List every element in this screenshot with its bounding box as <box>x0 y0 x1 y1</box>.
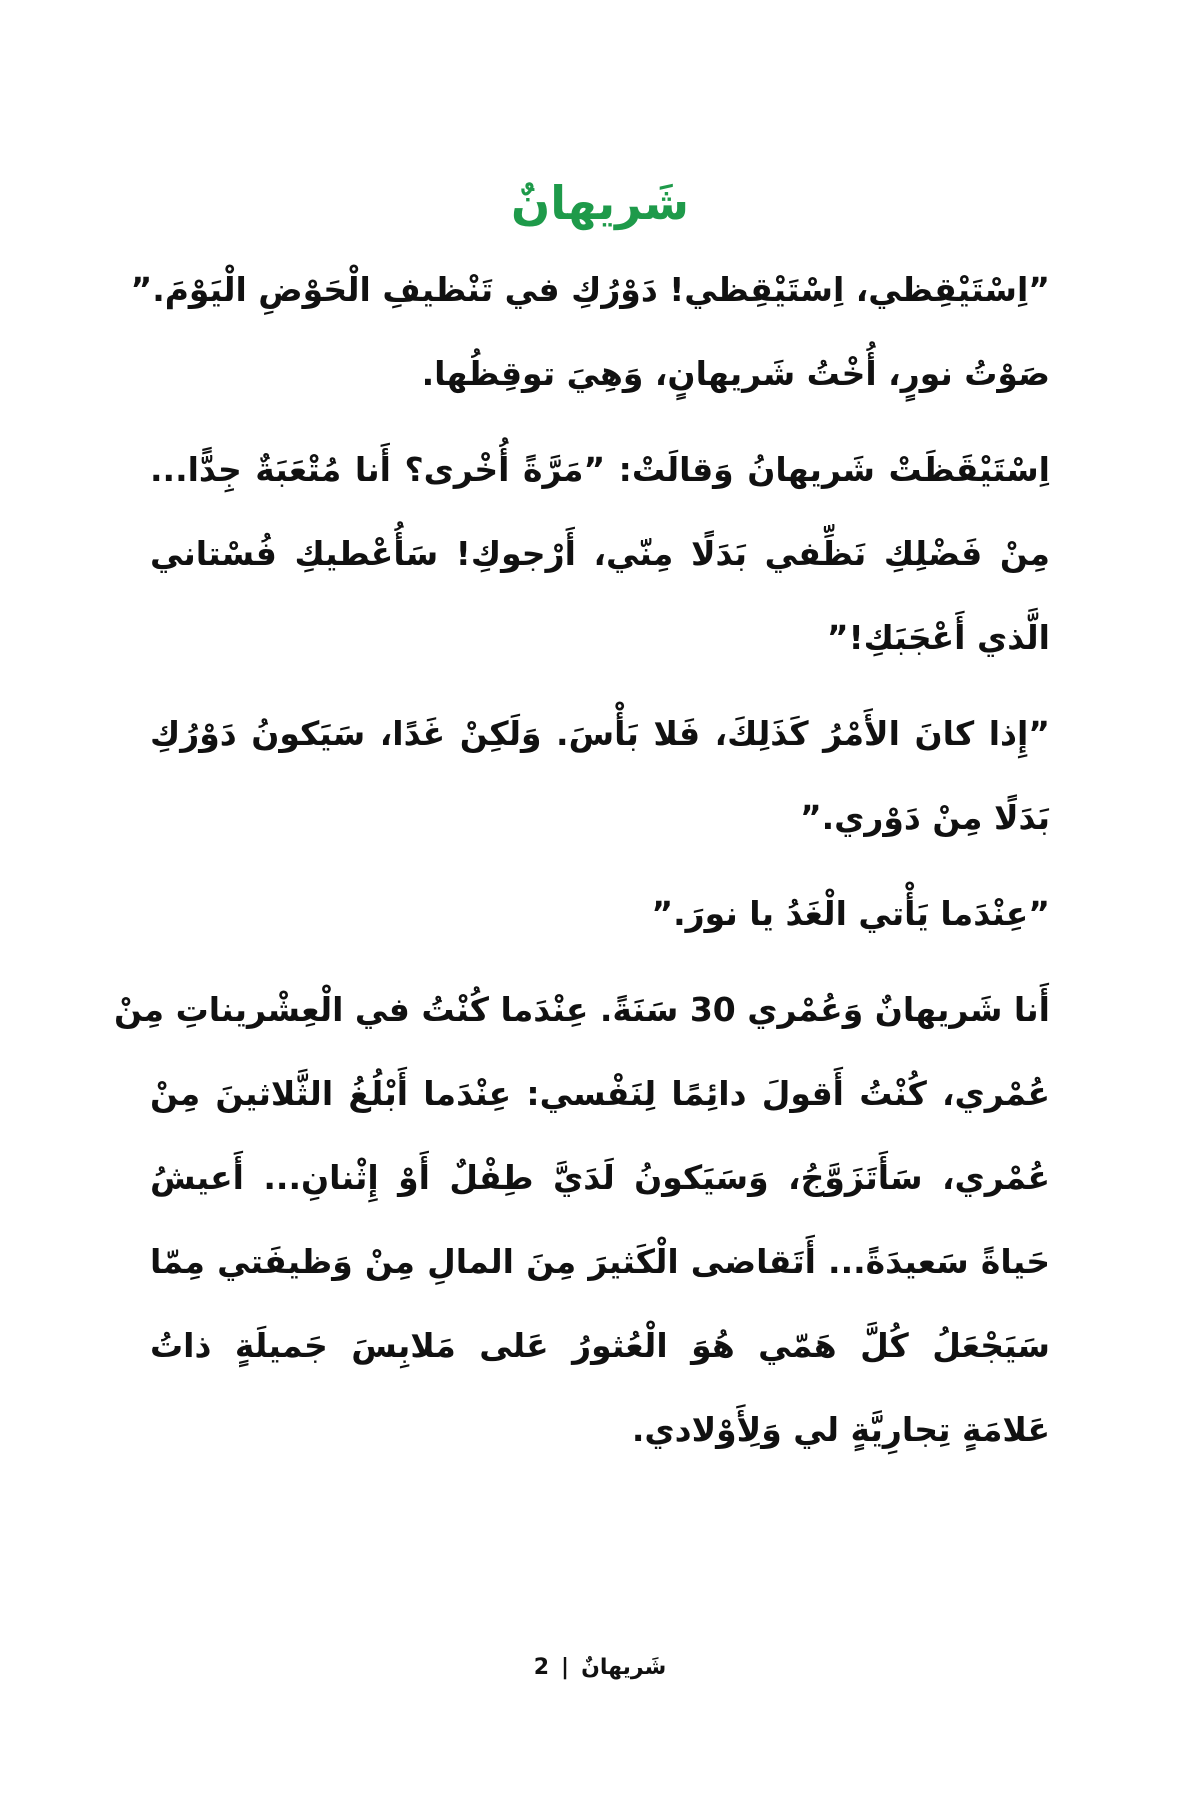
text-line: ”اِسْتَيْقِظي، اِسْتَيْقِظي! دَوْرُكِ في تَنْظيفِ الْحَوْضِ الْيَوْمَ.” <box>130 270 1050 309</box>
story-body <box>113 248 1050 1484</box>
text-line: أَنا شَريهانٌ وَعُمْري 30 سَنَةً. عِنْدَما كُنْتُ في الْعِشْريناتِ مِنْ <box>113 990 1050 1029</box>
page-number: 2 <box>533 1655 550 1680</box>
footer-title: شَريهانٌ <box>581 1655 667 1680</box>
story-paragraph <box>130 248 1050 416</box>
text-line: ”إِذا كانَ الأَمْرُ كَذَلِكَ، فَلا بَأْسَ. وَلَكِنْ غَدًا، سَيَكونُ دَوْرُكِ <box>150 714 1050 753</box>
text-line: عَلامَةٍ تِجارِيَّةٍ لي وَلِأَوْلادي. <box>631 1410 1050 1449</box>
text-line: اِسْتَيْقَظَتْ شَريهانُ وَقالَتْ: ”مَرَّةً أُخْرى؟ أَنا مُتْعَبَةٌ جِدًّا... <box>150 450 1050 489</box>
text-line: سَيَجْعَلُ كُلَّ هَمّي هُوَ الْعُثورُ عَلى مَلابِسَ جَميلَةٍ ذاتُ <box>150 1326 1050 1365</box>
text-line: حَياةً سَعيدَةً... أَتَقاضى الْكَثيرَ مِنَ المالِ مِنْ وَظيفَتي مِمّا <box>150 1242 1050 1281</box>
text-line: بَدَلًا مِنْ دَوْري.” <box>799 798 1050 837</box>
text-line: الَّذي أَعْجَبَكِ!” <box>826 618 1050 657</box>
footer-separator: | <box>561 1655 570 1680</box>
text-line: عُمْري، سَأَتَزَوَّجُ، وَسَيَكونُ لَدَيَّ طِفْلٌ أَوْ إِثْنانِ... أَعيشُ <box>150 1158 1050 1197</box>
text-line: ”عِنْدَما يَأْتي الْغَدُ يا نورَ.” <box>651 894 1050 933</box>
story-paragraph <box>150 692 1050 860</box>
text-line: عُمْري، كُنْتُ أَقولَ دائِمًا لِنَفْسي: عِنْدَما أَبْلُغُ الثَّلاثينَ مِنْ <box>150 1074 1050 1113</box>
story-paragraph <box>113 968 1050 1472</box>
page-footer <box>0 1655 1200 1680</box>
text-line: مِنْ فَضْلِكِ نَظِّفي بَدَلًا مِنّي، أَرْجوكِ! سَأُعْطيكِ فُسْتاني <box>150 534 1050 573</box>
page-title: شَريهانٌ <box>510 175 690 230</box>
text-line: صَوْتُ نورٍ، أُخْتُ شَريهانٍ، وَهِيَ توقِظُها. <box>421 354 1050 393</box>
story-paragraph <box>150 872 1050 956</box>
story-paragraph <box>150 428 1050 680</box>
